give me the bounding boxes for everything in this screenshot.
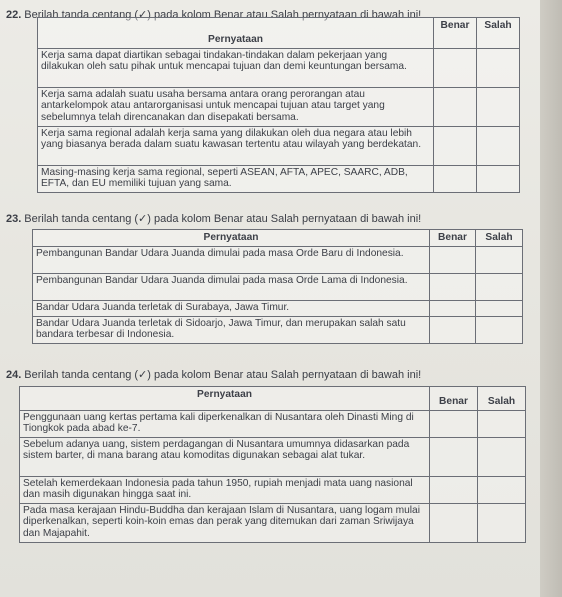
check-benar-cell[interactable] <box>430 300 476 316</box>
page-edge <box>540 0 562 597</box>
check-salah-cell[interactable] <box>478 410 526 437</box>
statement-cell: Setelah kemerdekaan Indonesia pada tahun 1950, rupiah menjadi mata uang nasional dan masih digunakan hingga saat ini. <box>20 476 430 503</box>
question-24-table <box>19 386 526 543</box>
check-salah-cell[interactable] <box>476 273 523 300</box>
check-benar-cell[interactable] <box>430 246 476 273</box>
statement-cell: Kerja sama regional adalah kerja sama yang dilakukan oleh dua negara atau lebih yang biasanya berada dalam suatu kawasan tertentu atau wilayah yang berdekatan. <box>38 126 434 165</box>
col-false-header: Salah <box>477 18 520 49</box>
table-row <box>20 410 526 437</box>
table-header-row <box>38 18 520 49</box>
question-24-text: Berilah tanda centang (✓) pada kolom Benar atau Salah pernyataan di bawah ini! <box>24 369 422 381</box>
table-header-row <box>20 387 526 411</box>
statement-cell: Bandar Udara Juanda terletak di Sidoarjo, Jawa Timur, dan merupakan salah satu bandara terbesar di Indonesia. <box>33 316 430 343</box>
check-salah-cell[interactable] <box>477 165 520 192</box>
check-benar-cell[interactable] <box>434 48 477 87</box>
statement-cell: Pada masa kerajaan Hindu-Buddha dan kerajaan Islam di Nusantara, uang logam mulai diperkenalkan, seperti koin-koin emas dan perak yang ditemukan dari zaman Sriwijaya dan Majapahit. <box>20 503 430 542</box>
check-salah-cell[interactable] <box>478 503 526 542</box>
statement-cell: Bandar Udara Juanda terletak di Surabaya, Jawa Timur. <box>33 300 430 316</box>
table-header-row <box>33 230 523 247</box>
question-24-number: 24. <box>6 369 22 381</box>
statement-cell: Masing-masing kerja sama regional, seperti ASEAN, AFTA, APEC, SAARC, ADB, EFTA, dan EU memiliki tujuan yang sama. <box>38 165 434 192</box>
col-statement-header: Pernyataan <box>38 18 434 49</box>
check-benar-cell[interactable] <box>434 126 477 165</box>
question-22-text: Berilah tanda centang (✓) pada kolom Benar atau Salah pernyataan di bawah ini! <box>24 9 422 21</box>
col-true-header: Benar <box>434 18 477 49</box>
check-benar-cell[interactable] <box>430 316 476 343</box>
check-benar-cell[interactable] <box>430 410 478 437</box>
statement-cell: Kerja sama adalah suatu usaha bersama antara orang perorangan atau antarkelompok atau antarorganisasi untuk mencapai tujuan atau target yang sebelumnya telah direncanakan dan disepakati bersama. <box>38 87 434 126</box>
table-row <box>38 48 520 87</box>
check-benar-cell[interactable] <box>430 273 476 300</box>
col-true-header: Benar <box>430 387 478 411</box>
col-false-header: Salah <box>478 387 526 411</box>
check-salah-cell[interactable] <box>476 246 523 273</box>
check-salah-cell[interactable] <box>476 300 523 316</box>
check-benar-cell[interactable] <box>430 437 478 476</box>
table-row <box>20 437 526 476</box>
col-statement-header: Pernyataan <box>33 230 430 247</box>
statement-cell: Sebelum adanya uang, sistem perdagangan di Nusantara umumnya didasarkan pada sistem barter, di mana barang atau komoditas digunakan sebagai alat tukar. <box>20 437 430 476</box>
check-salah-cell[interactable] <box>478 437 526 476</box>
question-22-number: 22. <box>6 9 22 21</box>
statement-cell: Penggunaan uang kertas pertama kali diperkenalkan di Nusantara oleh Dinasti Ming di Tiongkok pada abad ke-7. <box>20 410 430 437</box>
col-statement-header: Pernyataan <box>20 387 430 411</box>
table-row <box>38 165 520 192</box>
statement-cell: Kerja sama dapat diartikan sebagai tindakan-tindakan dalam pekerjaan yang dilakukan oleh satu pihak untuk mencapai tujuan dan demi keuntungan bersama. <box>38 48 434 87</box>
table-row <box>20 503 526 542</box>
question-23-number: 23. <box>6 213 22 225</box>
col-true-header: Benar <box>430 230 476 247</box>
question-23-table <box>32 229 523 344</box>
check-benar-cell[interactable] <box>430 503 478 542</box>
table-row <box>20 476 526 503</box>
col-false-header: Salah <box>476 230 523 247</box>
statement-cell: Pembangunan Bandar Udara Juanda dimulai pada masa Orde Baru di Indonesia. <box>33 246 430 273</box>
check-benar-cell[interactable] <box>434 165 477 192</box>
statement-cell: Pembangunan Bandar Udara Juanda dimulai pada masa Orde Lama di Indonesia. <box>33 273 430 300</box>
check-salah-cell[interactable] <box>476 316 523 343</box>
table-row <box>33 273 523 300</box>
table-row <box>33 316 523 343</box>
table-row <box>33 300 523 316</box>
question-23-instruction <box>6 212 421 226</box>
question-22-table <box>37 17 520 193</box>
question-24-instruction <box>6 368 421 382</box>
question-23-text: Berilah tanda centang (✓) pada kolom Benar atau Salah pernyataan di bawah ini! <box>24 213 422 225</box>
table-row <box>33 246 523 273</box>
check-salah-cell[interactable] <box>478 476 526 503</box>
check-salah-cell[interactable] <box>477 48 520 87</box>
table-row <box>38 87 520 126</box>
check-salah-cell[interactable] <box>477 126 520 165</box>
table-row <box>38 126 520 165</box>
check-benar-cell[interactable] <box>430 476 478 503</box>
check-benar-cell[interactable] <box>434 87 477 126</box>
check-salah-cell[interactable] <box>477 87 520 126</box>
